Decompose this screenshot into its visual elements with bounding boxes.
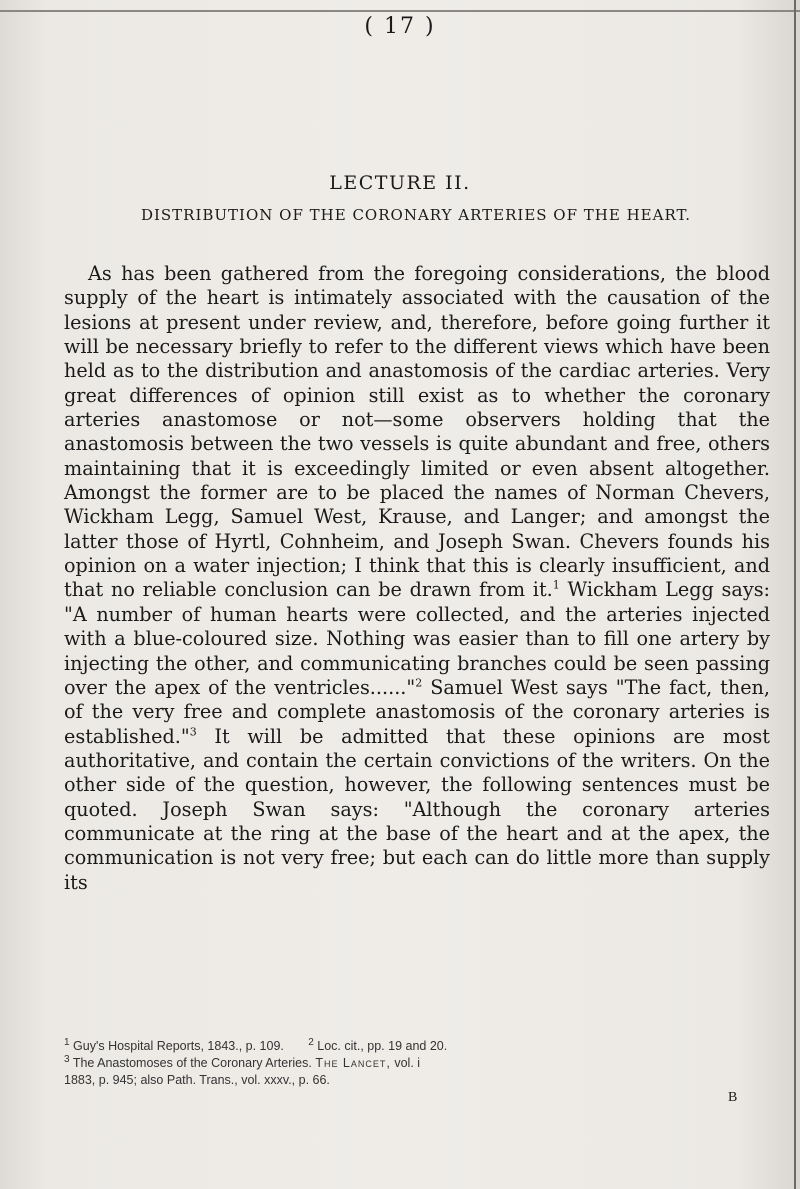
footnote-line xyxy=(64,1072,772,1089)
section-subtitle: DISTRIBUTION OF THE CORONARY ARTERIES OF THE HEART. xyxy=(140,206,692,224)
footnote-text: Guy's Hospital Reports, 1843., p. 109. xyxy=(73,1039,284,1053)
body-paragraph-part: Wickham Legg says: "A number of human hearts were collected, and the arteries injected with a blue-coloured size. Nothing was easier than to fill one artery by injecting the other, and communicating branches could be seen passing over the apex of the ventricles......" xyxy=(64,578,770,699)
body-paragraph-part: As has been gathered from the foregoing considerations, the blood supply of the heart is intimately associated with the causation of the lesions at present under review, and, therefore, before going further it will be necessary briefly to refer to the different views which have been held as to the distribution and anastomosis of the cardiac arteries. Very great differences of opinion still exist as to whether the coronary arteries anastomose or not—some observers holding that the anastomosis between the two vessels is quite abundant and free, others maintaining that it is exceedingly limited or even absent altogether. Amongst the former are to be placed the names of Norman Chevers, Wickham Legg, Samuel West, Krause, and Langer; and amongst the latter those of Hyrtl, Cohnheim, and Joseph Swan. Chevers founds his opinion on a water injection; I think that this is clearly insufficient, and that no reliable conclusion can be drawn from it. xyxy=(64,262,770,602)
footnote-number: 3 xyxy=(64,1053,70,1065)
lecture-title: LECTURE II. xyxy=(329,172,471,194)
footnote-text: The Anastomoses of the Coronary Arteries. xyxy=(72,1056,312,1070)
body-text xyxy=(64,262,770,895)
journal-name: The Lancet, xyxy=(315,1056,391,1070)
body-paragraph-part: It will be admitted that these opinions are most authoritative, and contain the certain convictions of the writers. On the other side of the question, however, the following sentences must be quoted. Joseph Swan says: "Although the coronary arteries communicate at the ring at the base of the heart and at the apex, the communication is not very free; but each can do little more than supply its xyxy=(64,724,770,894)
footnote-line xyxy=(64,1055,772,1072)
footnote-ref: 2 xyxy=(415,676,423,690)
footnote-text: 1883, p. 945; also Path. Trans., vol. xxxv., p. 66. xyxy=(64,1073,330,1087)
signature-mark: B xyxy=(728,1090,738,1105)
footnote-text: vol. i xyxy=(394,1056,421,1070)
footnote-number: 2 xyxy=(308,1036,314,1048)
footnote-ref: 3 xyxy=(189,725,197,739)
footnote-line xyxy=(64,1038,772,1055)
page-number: ( 17 ) xyxy=(364,14,436,39)
body-paragraph-part: Samuel West says "The fact, then, of the very free and complete anastomosis of the coronary arteries is established." xyxy=(64,675,771,748)
footnotes xyxy=(64,1038,772,1089)
footnote-text: Loc. cit., pp. 19 and 20. xyxy=(317,1039,448,1053)
footnote-number: 1 xyxy=(64,1036,70,1048)
footnote-ref: 1 xyxy=(552,579,560,593)
top-rule xyxy=(0,10,800,12)
